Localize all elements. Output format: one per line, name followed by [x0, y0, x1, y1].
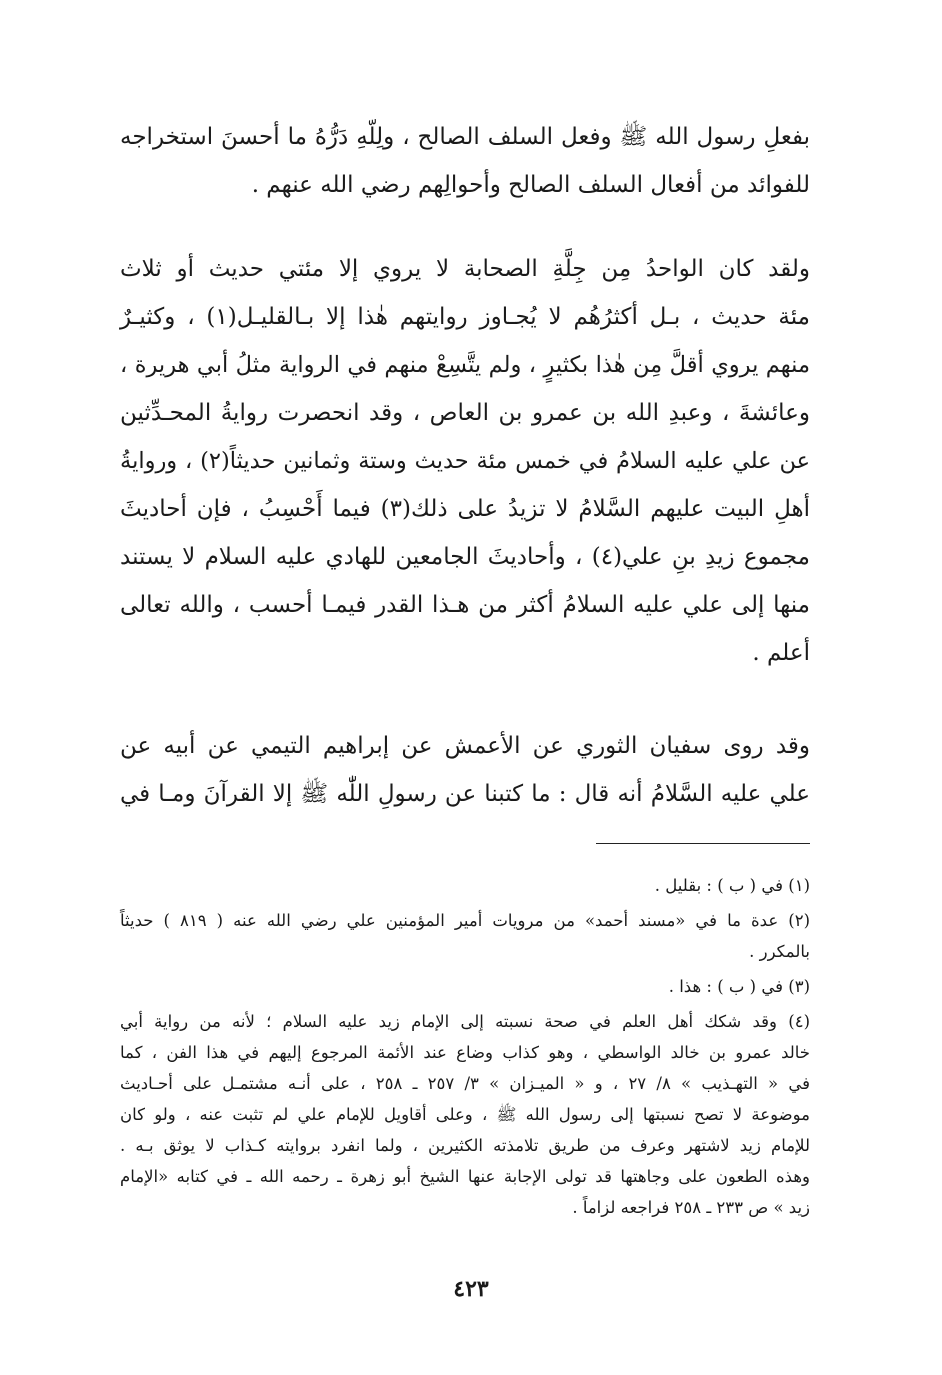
footnote-line: موضوعة لا تصح نسبتها إلى رسول الله ﷺ ، وعلى أقاويل للإمام علي لم تثبت عنه ، ولو كان — [120, 1105, 810, 1124]
text-line: أعلم . — [752, 640, 810, 666]
footnote-line: وهذه الطعون على وجاهتها قد تولى الإجابة عنها الشيخ أبو زهرة ـ رحمه الله ـ في كتابه «الإمام — [120, 1167, 810, 1186]
footnote-3 — [120, 971, 810, 1002]
paragraph-2 — [120, 245, 810, 677]
footnote-line: بالمكرر . — [749, 942, 810, 961]
footnote-line: خالد عمرو بن خالد الواسطي ، وهو كذاب وضاع عند الأئمة المرجوع إليهم في هذا الفن ، كما — [120, 1043, 810, 1062]
footnote-line: للإمام زيد لاشتهر وعرف من طريق تلامذته الكثيرين ، ولما انفرد بروايته كـذاب لا يوثق بـه . — [120, 1136, 810, 1155]
footnotes — [120, 870, 810, 1223]
text-line: بفعلِ رسول الله ﷺ وفعل السلف الصالح ، ولِلّهِ دَرُّهُ ما أحسنَ استخراجه — [120, 124, 810, 150]
footnote-line: (٢) عدة ما في «مسند أحمد» من مرويات أمير المؤمنين علي رضي الله عنه ( ٨١٩ ) حديثاً — [120, 911, 810, 930]
text-line: مجموع زيدِ بنِ علي(٤) ، وأحاديثَ الجامعين للهادي عليه السلام لا يستند — [120, 544, 810, 570]
footnote-line: في « التهـذيب » ٨/ ٢٧ ، و « الميـزان » ٣/ ٢٥٧ ـ ٢٥٨ ، على أنـه مشتمـل على أحـاديث — [120, 1074, 810, 1093]
text-line: عن علي عليه السلامُ في خمس مئة حديث وستة وثمانين حديثاً(٢) ، وروايةُ — [120, 448, 810, 474]
text-line: وعائشةَ ، وعبدِ الله بن عمرو بن العاص ، وقد انحصرت روايةُ المحـدِّثين — [120, 400, 810, 426]
footnote-1 — [120, 870, 810, 901]
text-line: أهلِ البيت عليهم السَّلامُ لا تزيدُ على ذلك(٣) فيما أَحْسِبُ ، فإن أحاديثَ — [120, 496, 811, 522]
footnote-line: (٣) في ( ب ) : هذا . — [668, 977, 810, 996]
text-line: ولقد كان الواحدُ مِن جِلَّةِ الصحابة لا يروي إلا مئتي حديث أو ثلاث — [120, 256, 810, 282]
text-line: منها إلى علي عليه السلامُ أكثر من هـذا القدر فيمـا أحسب ، والله تعالى — [120, 592, 810, 618]
footnote-line: (٤) وقد شكك أهل العلم في صحة نسبته إلى الإمام زيد عليه السلام ؛ لأنه من رواية أبي — [120, 1012, 810, 1031]
page-number: ٤٢٣ — [453, 1276, 489, 1302]
paragraph-3 — [120, 722, 810, 818]
text-line: مئة حديث ، بـل أكثرُهُم لا يُجـاوز روايتهم هٰذا إلا بـالقليـل(١) ، وكثيـرٌ — [120, 304, 810, 330]
footnote-line: (١) في ( ب ) : بقليل . — [654, 876, 810, 895]
footnote-divider — [596, 843, 810, 844]
text-line: علي عليه السَّلامُ أنه قال : ما كتبنا عن رسولِ اللّٰه ﷺ إلا القرآنَ ومـا في — [120, 781, 810, 807]
footnote-2 — [120, 905, 810, 967]
text-line: وقد روى سفيان الثوري عن الأعمش عن إبراهيم التيمي عن أبيه عن — [120, 733, 810, 759]
footnote-line: زيد » ص ٢٣٣ ـ ٢٥٨ فراجعه لزاماً . — [572, 1198, 810, 1217]
text-line: منهم يروي أقلَّ مِن هٰذا بكثيرٍ ، ولم يتَّسِعْ منهم في الرواية مثلُ أبي هريرة ، — [120, 352, 810, 378]
paragraph-1 — [120, 113, 810, 209]
text-line: للفوائد من أفعال السلف الصالح وأحوالِهم رضي الله عنهم . — [251, 172, 810, 198]
footnote-4 — [120, 1006, 810, 1223]
